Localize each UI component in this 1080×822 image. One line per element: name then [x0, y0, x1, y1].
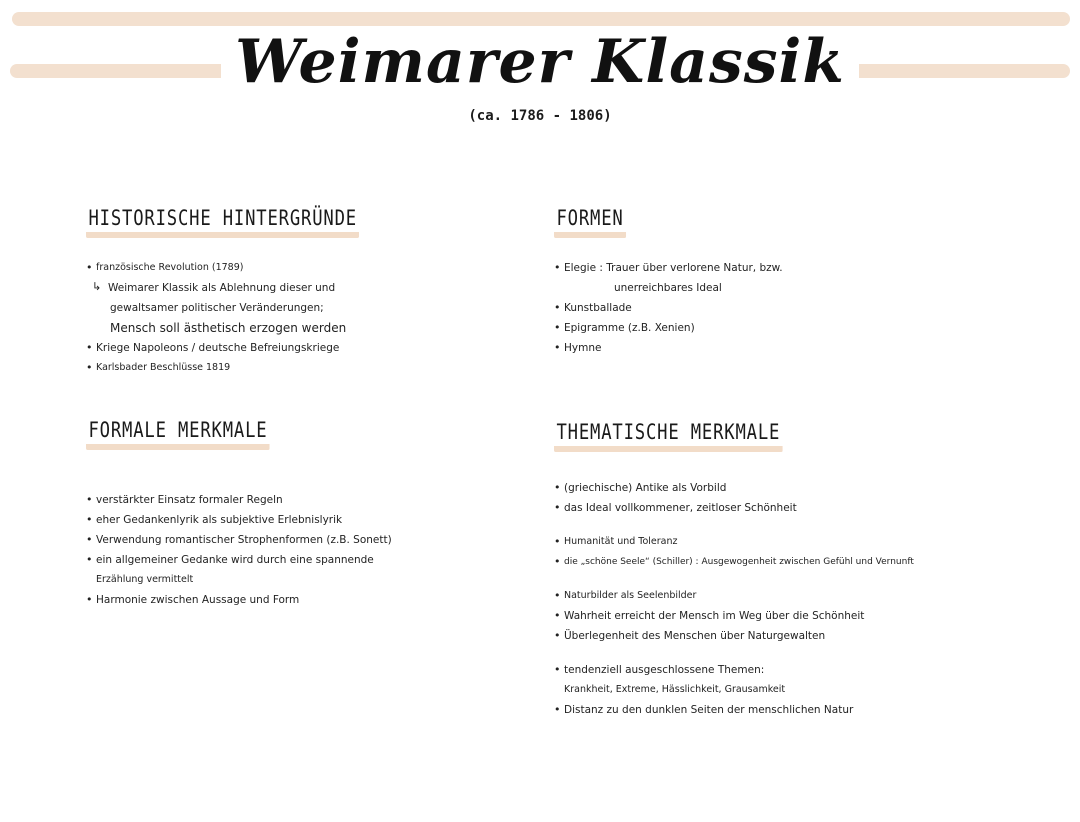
page-subtitle: (ca. 1786 - 1806): [468, 108, 612, 124]
list-item: • Harmonie zwischen Aussage und Form: [86, 590, 526, 610]
list-item: • Hymne: [554, 338, 1034, 358]
list-item: Erzählung vermittelt: [96, 574, 194, 585]
list-item: • Humanität und Toleranz: [554, 532, 1044, 552]
spacer: [554, 518, 1044, 532]
section-formale-merkmale: [86, 418, 526, 610]
bullet-list: [554, 258, 1034, 358]
list-item: • Karlsbader Beschlüsse 1819: [86, 358, 506, 378]
list-item: Krankheit, Extreme, Hässlichkeit, Grausamkeit: [564, 684, 786, 695]
list-item: • Elegie : Trauer über verlorene Natur, bzw.: [554, 258, 1034, 278]
section-historische-hintergruende: [86, 206, 506, 378]
list-item: • das Ideal vollkommener, zeitloser Schönheit: [554, 498, 1044, 518]
section-thematische-merkmale: [554, 420, 1044, 720]
list-item: • Epigramme (z.B. Xenien): [554, 318, 1034, 338]
arrow-icon: ↳: [92, 280, 102, 293]
list-item: Mensch soll ästhetisch erzogen werden: [110, 321, 347, 335]
section-heading: HISTORISCHE HINTERGRÜNDE: [86, 206, 359, 238]
list-item: unerreichbares Ideal: [614, 282, 722, 294]
spacer: [554, 646, 1044, 660]
section-heading: FORMEN: [554, 206, 626, 238]
list-item: • tendenziell ausgeschlossene Themen:: [554, 660, 1044, 680]
list-item: [86, 278, 506, 298]
list-item: • Wahrheit erreicht der Mensch im Weg über die Schönheit: [554, 606, 1044, 626]
list-item: • Kriege Napoleons / deutsche Befreiungskriege: [86, 338, 506, 358]
list-item: • eher Gedankenlyrik als subjektive Erlebnislyrik: [86, 510, 526, 530]
list-item: gewaltsamer politischer Veränderungen;: [110, 302, 324, 314]
section-heading: FORMALE MERKMALE: [86, 418, 270, 450]
list-item: • ein allgemeiner Gedanke wird durch eine spannende: [86, 550, 526, 570]
bullet-list: [554, 478, 1044, 720]
list-item: • Überlegenheit des Menschen über Naturgewalten: [554, 626, 1044, 646]
list-item: • (griechische) Antike als Vorbild: [554, 478, 1044, 498]
spacer: [554, 572, 1044, 586]
bullet-list: [86, 490, 526, 610]
list-item: • Kunstballade: [554, 298, 1034, 318]
list-item: • die „schöne Seele“ (Schiller) : Ausgewogenheit zwischen Gefühl und Vernunft: [554, 552, 1044, 572]
list-item: • Naturbilder als Seelenbilder: [554, 586, 1044, 606]
list-item: • verstärkter Einsatz formaler Regeln: [86, 490, 526, 510]
section-heading: THEMATISCHE MERKMALE: [554, 420, 783, 452]
list-item: • Distanz zu den dunklen Seiten der menschlichen Natur: [554, 700, 1044, 720]
list-item-text: Weimarer Klassik als Ablehnung dieser und: [108, 282, 336, 294]
page-title: [0, 22, 1080, 102]
page-title-text: Weimarer Klassik: [221, 27, 859, 97]
bullet-list: [86, 258, 506, 378]
list-item: • französische Revolution (1789): [86, 258, 506, 278]
section-formen: [554, 206, 1034, 358]
list-item: • Verwendung romantischer Strophenformen (z.B. Sonett): [86, 530, 526, 550]
